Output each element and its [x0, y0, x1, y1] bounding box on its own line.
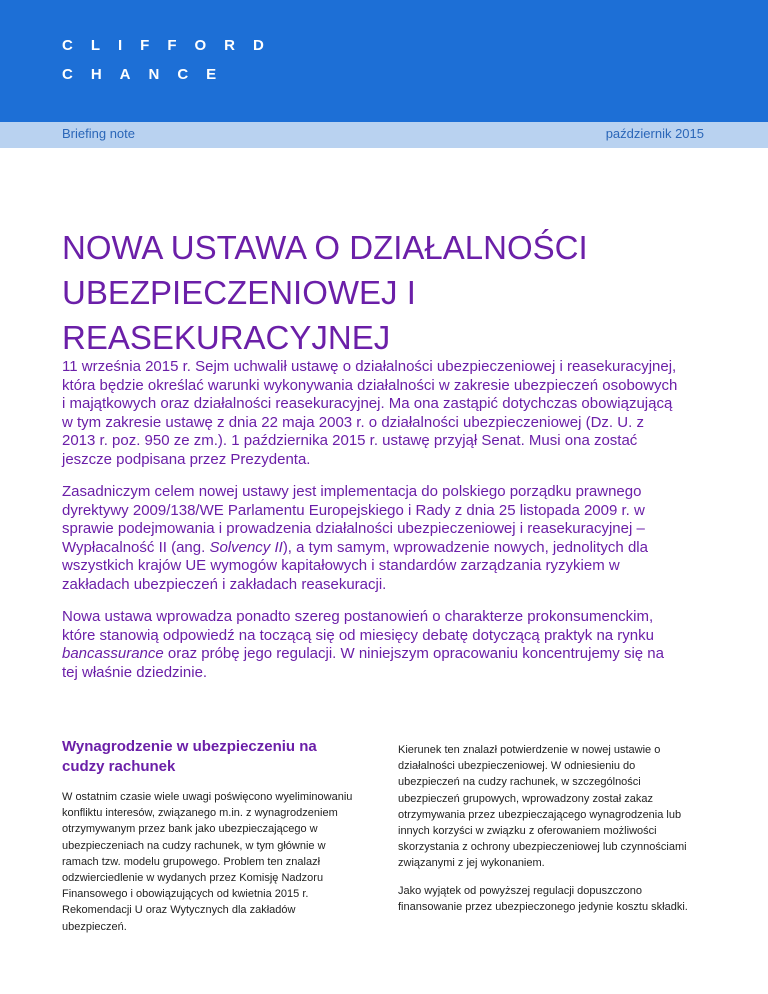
text-line: sprawie podejmowania i prowadzenia działalności ubezpieczeniowej i reasekuracyjnej – — [62, 520, 645, 537]
italic-term: bancassurance — [62, 645, 164, 662]
text-line: Rekomendacji U oraz Wytycznych dla zakładów — [62, 904, 296, 917]
title-line: UBEZPIECZENIOWEJ I — [62, 274, 416, 311]
text-line: i majątkowych oraz działalności reasekuracyjnej. Ma ona zastąpić dotychczas obowiązującą — [62, 395, 673, 412]
text-line: skorzystania z ochrony ubezpieczeniowej lub czynnościami — [398, 841, 687, 854]
italic-term: Solvency II — [209, 538, 283, 556]
text-line: 11 września 2015 r. Sejm uchwalił ustawę o działalności ubezpieczeniowej i reasekuracyjnej, — [62, 358, 677, 375]
publication-date: październik 2015 — [605, 126, 704, 141]
text-line: otrzymywania przez ubezpieczającego wynagrodzenia lub — [398, 808, 682, 821]
text-line: Nowa ustawa wprowadza ponadto szereg postanowień o charakterze prokonsumenckim, — [62, 608, 654, 625]
text-line: Kierunek ten znalazł potwierdzenie w nowej ustawie o — [398, 744, 661, 756]
intro-paragraph-1 — [62, 358, 722, 469]
title-line: NOWA USTAWA O DZIAŁALNOŚCI — [62, 229, 588, 266]
right-column — [398, 742, 718, 926]
left-paragraph — [62, 789, 382, 935]
text-line: tej właśnie dziedzinie. — [62, 663, 208, 681]
text-line: 2013 r. poz. 950 ze zm.). 1 października 2015 r. ustawę przyjął Senat. Musi ona zostać — [62, 432, 638, 449]
right-paragraph-2 — [398, 883, 718, 915]
text-line: Jako wyjątek od powyższej regulacji dopuszczono — [398, 884, 642, 897]
text-line: W ostatnim czasie wiele uwagi poświęcono wyeliminowaniu — [62, 791, 353, 803]
subheader-bar — [0, 122, 768, 148]
text-line: jeszcze podpisana przez Prezydenta. — [62, 450, 311, 468]
text-line: finansowanie przez ubezpieczonego jedynie kosztu składki. — [398, 900, 688, 913]
title-line: REASEKURACYJNEJ — [62, 319, 391, 356]
text-line: innych korzyści w związku z oferowaniem możliwości — [398, 825, 657, 838]
right-paragraph-1 — [398, 742, 718, 872]
text-line: w tym zakresie ustawę z dnia 22 maja 2003 r. o działalności ubezpieczeniowej (Dz. U. z — [62, 413, 644, 431]
text-line: Finansowego i obowiązujących od kwietnia 2015 r. — [62, 888, 309, 901]
text-fragment: oraz próbę jego regulacji. W niniejszym opracowaniu koncentrujemy się na — [163, 645, 664, 662]
text-line: ubezpieczeń na cudzy rachunek, w szczególności — [398, 776, 641, 789]
text-line: zakładach ubezpieczeń i zakładach reasekuracji. — [62, 575, 387, 593]
text-line: działalności ubezpieczeniowej. W odniesieniu do — [398, 760, 636, 773]
text-line: odzwierciedlenie w wydanych przez Komisję Nadzoru — [62, 872, 324, 885]
intro-paragraph-2 — [62, 483, 722, 594]
text-line: ubezpieczeń. — [62, 920, 127, 933]
text-line — [62, 539, 722, 558]
text-line: dyrektywy 2009/138/WE Parlamentu Europejskiego i Rady z dnia 25 listopada 2009 r. w — [62, 501, 645, 519]
text-fragment: Wypłacalność II (ang. — [62, 538, 210, 556]
text-line: konfliktu interesów, związanego m.in. z wynagrodzeniem — [62, 807, 338, 820]
text-line: które stanowią odpowiedź na toczącą się od miesięcy debatę dotyczącą praktyk na rynku — [62, 626, 654, 644]
intro-paragraph-3 — [62, 608, 722, 682]
text-line: która będzie określać warunki wykonywania działalności w zakresie ubezpieczeń osobowych — [62, 376, 678, 394]
note-type: Briefing note — [62, 126, 135, 141]
text-line: Zasadniczym celem nowej ustawy jest implementacja do polskiego porządku prawnego — [62, 483, 642, 500]
heading-line: cudzy rachunek — [62, 758, 176, 775]
text-line: ramach tzw. modelu grupowego. Problem ten znalazł — [62, 855, 321, 868]
text-fragment: ), a tym samym, wprowadzenie nowych, jednolitych dla — [282, 538, 648, 556]
text-line — [62, 645, 722, 664]
header-banner — [0, 0, 768, 122]
section-heading — [62, 737, 382, 777]
heading-line: Wynagrodzenie w ubezpieczeniu na — [62, 738, 317, 755]
logo-line-chance: CHANCE — [62, 66, 235, 83]
text-line: ubezpieczeniach na cudzy rachunek, w tym głównie w — [62, 839, 326, 852]
text-line: wszystkich krajów UE wymogów kapitałowych i standardów zarządzania ryzykiem w — [62, 557, 620, 574]
intro-section — [62, 358, 722, 696]
document-title — [62, 225, 722, 360]
logo-line-clifford: CLIFFORD — [62, 37, 282, 54]
text-line: związanymi z jej wykonaniem. — [398, 857, 545, 870]
text-line: ubezpieczeń grupowych, wprowadzony został zakaz — [398, 792, 653, 805]
left-column — [62, 737, 382, 946]
text-line: otrzymywanym przez bank jako ubezpieczającego w — [62, 823, 318, 836]
